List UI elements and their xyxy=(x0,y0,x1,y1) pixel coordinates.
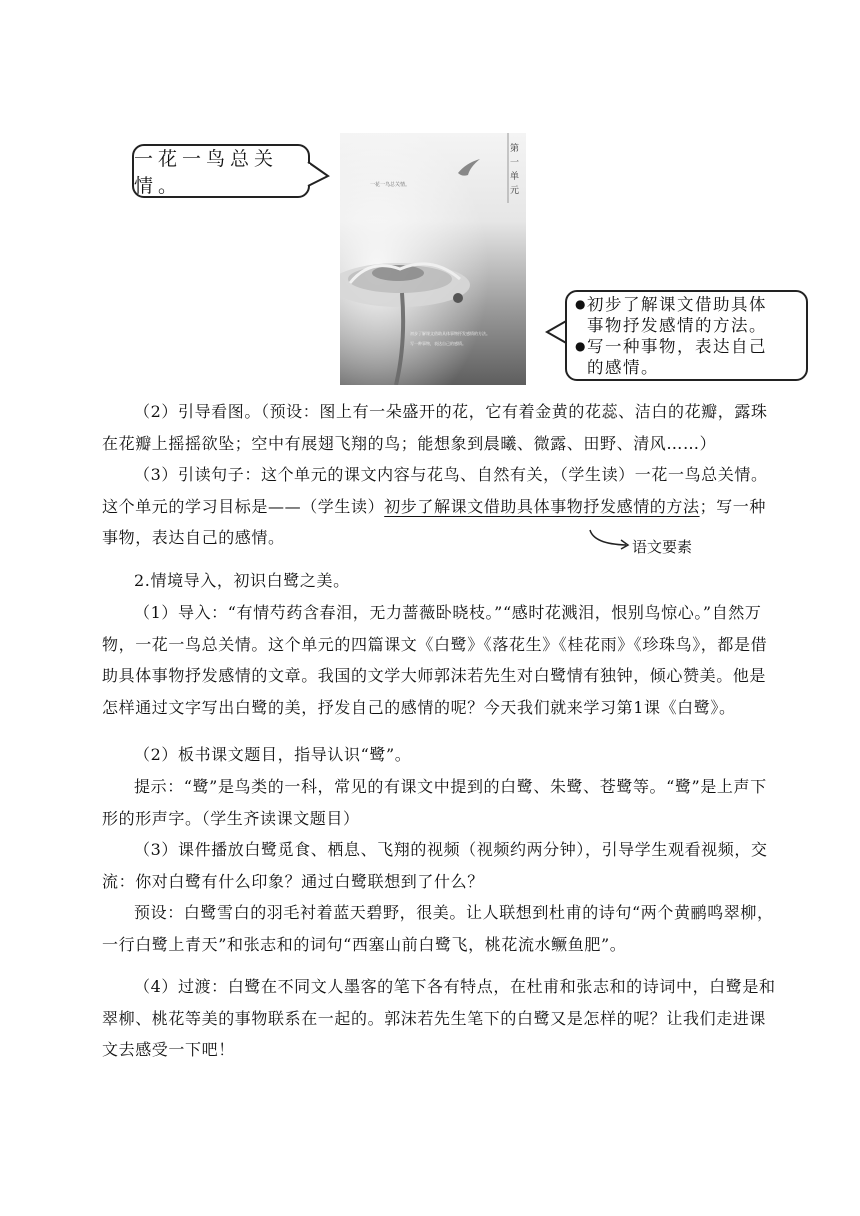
key-element-underline: 初步了解课文借助具体事物抒发感情的方法 xyxy=(384,496,700,516)
paragraph-introduction: （1）导入：“有情芍药含春泪，无力蔷薇卧晓枝。”“感时花溅泪，恨别鸟惊心。”自然万物，一花一鸟总关情。这个单元的四篇课文《白鹭》《落花生》《桂花雨》《珍珠鸟》，都是借助具体事物抒发感情的文章。我国的文学大师郭沫若先生对白鹭情有独钟，倾心赞美。他是怎样通过文字写出白鹭的美，抒发自己的感情的呢？今天我们就来学习第1课《白鹭》。 xyxy=(102,603,768,717)
textbook-unit-page-image xyxy=(340,133,526,385)
paragraph-board-title: （2）板书课文题目，指导认识“鹭”。 xyxy=(134,745,412,764)
paragraph-video: （3）课件播放白鹭觅食、栖息、飞翔的视频（视频约两分钟），引导学生观看视频，交流：你对白鹭有什么印象？通过白鹭联想到了什么？ xyxy=(102,840,768,891)
unit-char-2: 一 xyxy=(510,158,520,168)
paragraph-transition: （4）过渡：白鹭在不同文人墨客的笔下各有特点，在杜甫和张志和的诗词中，白鹭是和翠柳、桃花等美的事物联系在一起的。郭沫若先生笔下的白鹭又是怎样的呢？让我们走进课文去感受一下吧！ xyxy=(102,977,776,1059)
paragraph-guide-picture: （2）引导看图。（预设：图上有一朵盛开的花，它有着金黄的花蕊、洁白的花瓣，露珠在花瓣上摇摇欲坠；空中有展翅飞翔的鸟；能想象到晨曦、微露、田野、清风……） xyxy=(102,402,768,453)
speech-bubble-left xyxy=(132,144,310,198)
paragraph-hint: 提示：“鹭”是鸟类的一科，常见的有课文中提到的白鹭、朱鹭、苍鹭等。“鹭”是上声下形的形声字。（学生齐读课文题目） xyxy=(102,777,767,828)
annotation-label: 语文要素 xyxy=(632,538,693,556)
annotation-arrow-icon xyxy=(588,528,632,552)
unit-char-4: 元 xyxy=(510,186,520,196)
bullet-icon: ● xyxy=(575,297,587,311)
ladybug-icon xyxy=(453,293,463,303)
unit-char-1: 第 xyxy=(510,144,520,154)
goal-item-2: ● 写一种事物，表达自己 xyxy=(575,337,767,356)
section-heading: 2.情境导入，初识白鹭之美。 xyxy=(134,571,350,590)
goal-item-1: ● 初步了解课文借助具体 xyxy=(575,295,767,314)
bubble-left-pointer xyxy=(306,160,332,190)
goal-item-2-cont: 的感情。 xyxy=(587,358,659,377)
bubble-left-text: 一花一鸟总关情。 xyxy=(134,148,279,197)
page-goal-2: 写一种事物，表达自己的感情。 xyxy=(410,341,466,346)
bullet-icon: ● xyxy=(575,339,587,353)
unit-char-3: 单 xyxy=(510,172,520,182)
goal-item-1-cont: 事物抒发感情的方法。 xyxy=(587,316,767,335)
speech-bubble-right xyxy=(565,290,808,381)
page-caption: 一花一鸟总关情。 xyxy=(370,182,411,188)
page-goal-1: 初步了解课文借助具体事物抒发感情的方法。 xyxy=(410,331,490,336)
paragraph-guide-reading: （3）引读句子：这个单元的课文内容与花鸟、自然有关，（学生读）一花一鸟总关情。这个单元的学习目标是——（学生读）初步了解课文借助具体事物抒发感情的方法；写一种事物，表达自己的感情。 xyxy=(102,465,768,547)
paragraph-preset: 预设：白鹭雪白的羽毛衬着蓝天碧野，很美。让人联想到杜甫的诗句“两个黄鹂鸣翠柳，一行白鹭上青天”和张志和的词句“西塞山前白鹭飞，桃花流水鳜鱼肥”。 xyxy=(102,903,774,954)
